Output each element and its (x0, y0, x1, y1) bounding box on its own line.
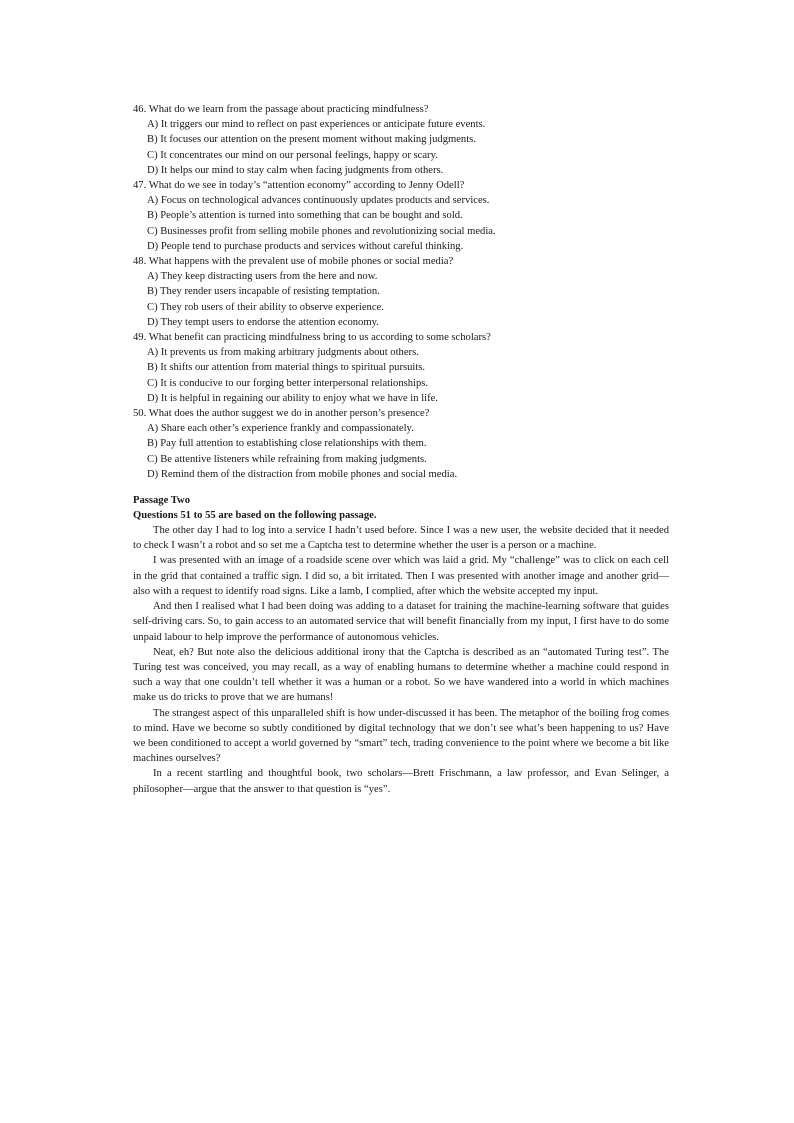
answer-option-d: D) People tend to purchase products and services without careful thinking. (147, 240, 464, 252)
answer-option-d: D) Remind them of the distraction from mobile phones and social media. (147, 468, 458, 480)
passage-body (133, 523, 669, 797)
page-content (133, 102, 669, 797)
answer-option-b: B) It focuses our attention on the present moment without making judgments. (147, 134, 476, 146)
answer-option-c: C) They rob users of their ability to observe experience. (147, 301, 384, 313)
question-stem: 50. What does the author suggest we do in another person’s presence? (133, 408, 430, 420)
answer-option-b: B) They render users incapable of resisting temptation. (147, 286, 380, 298)
question-46 (133, 102, 669, 178)
answer-option-d: D) It helps our mind to stay calm when facing judgments from others. (147, 164, 444, 176)
answer-option-c: C) Businesses profit from selling mobile phones and revolutionizing social media. (147, 225, 496, 237)
question-list (133, 102, 669, 482)
answer-option-d: D) They tempt users to endorse the attention economy. (147, 316, 379, 328)
question-49 (133, 330, 669, 406)
question-stem: 48. What happens with the prevalent use of mobile phones or social media? (133, 256, 454, 268)
passage-paragraph: The other day I had to log into a service I hadn’t used before. Since I was a new user, the website decided that it needed to check I wasn’t a robot and so set me a Captcha test to determine whether the user is a person or a machine. (133, 525, 669, 552)
answer-option-c: C) It is conducive to our forging better interpersonal relationships. (147, 377, 429, 389)
question-stem: 46. What do we learn from the passage about practicing mindfulness? (133, 104, 429, 115)
passage-paragraph: The strangest aspect of this unparalleled shift is how under-discussed it has been. The metaphor of the boiling frog comes to mind. Have we become so subtly conditioned by digital technology that we don’t see what’s been happening to us? Have we been conditioned to accept a world governed by “smart” tech, trading convenience to the point where we become a bit like machines ourselves? (133, 707, 669, 765)
passage-title: Passage Two (133, 495, 190, 507)
passage-paragraph: And then I realised what I had been doing was adding to a dataset for training the machine-learning software that guides self-driving cars. So, to gain access to an automated service that will benefit financially from my input, I first have to do some unpaid labour to help improve the performance of autonomous vehicles. (133, 601, 669, 643)
passage-instruction: Questions 51 to 55 are based on the following passage. (133, 510, 377, 522)
answer-option-b: B) It shifts our attention from material things to spiritual pursuits. (147, 362, 426, 374)
answer-option-a: A) Share each other’s experience frankly and compassionately. (147, 423, 414, 435)
answer-option-b: B) People’s attention is turned into something that can be bought and sold. (147, 210, 463, 222)
question-47 (133, 178, 669, 254)
passage-paragraph: In a recent startling and thoughtful book, two scholars—Brett Frischmann, a law professor, and Evan Selinger, a philosopher—argue that the answer to that question is “yes”. (133, 768, 669, 795)
answer-option-b: B) Pay full attention to establishing close relationships with them. (147, 438, 427, 450)
answer-option-a: A) They keep distracting users from the here and now. (147, 271, 378, 283)
answer-option-a: A) It triggers our mind to reflect on past experiences or anticipate future events. (147, 119, 486, 131)
answer-option-a: A) Focus on technological advances continuously updates products and services. (147, 195, 490, 207)
passage-paragraph: I was presented with an image of a roadside scene over which was laid a grid. My “challenge” was to click on each cell in the grid that contained a traffic sign. I did so, a bit irritated. Then I was presented with another image and another grid—also with a request to identify road signs. Like a lamb, I complied, after which the website accepted my input. (133, 555, 669, 597)
answer-option-d: D) It is helpful in regaining our ability to enjoy what we have in life. (147, 392, 438, 404)
answer-option-a: A) It prevents us from making arbitrary judgments about others. (147, 347, 419, 359)
question-48 (133, 254, 669, 330)
answer-option-c: C) Be attentive listeners while refraining from making judgments. (147, 453, 427, 465)
answer-option-c: C) It concentrates our mind on our personal feelings, happy or scary. (147, 149, 438, 161)
passage-paragraph: Neat, eh? But note also the delicious additional irony that the Captcha is described as an “automated Turing test”. The Turing test was conceived, you may recall, as a way of enabling humans to determine whether a machine could respond in such a way that one couldn’t tell whether it was a human or a robot. So we have wandered into a world in which machines make us do tricks to prove that we are humans! (133, 646, 669, 704)
question-stem: 47. What do we see in today’s “attention economy” according to Jenny Odell? (133, 180, 465, 192)
question-50 (133, 406, 669, 482)
question-stem: 49. What benefit can practicing mindfulness bring to us according to some scholars? (133, 332, 491, 344)
